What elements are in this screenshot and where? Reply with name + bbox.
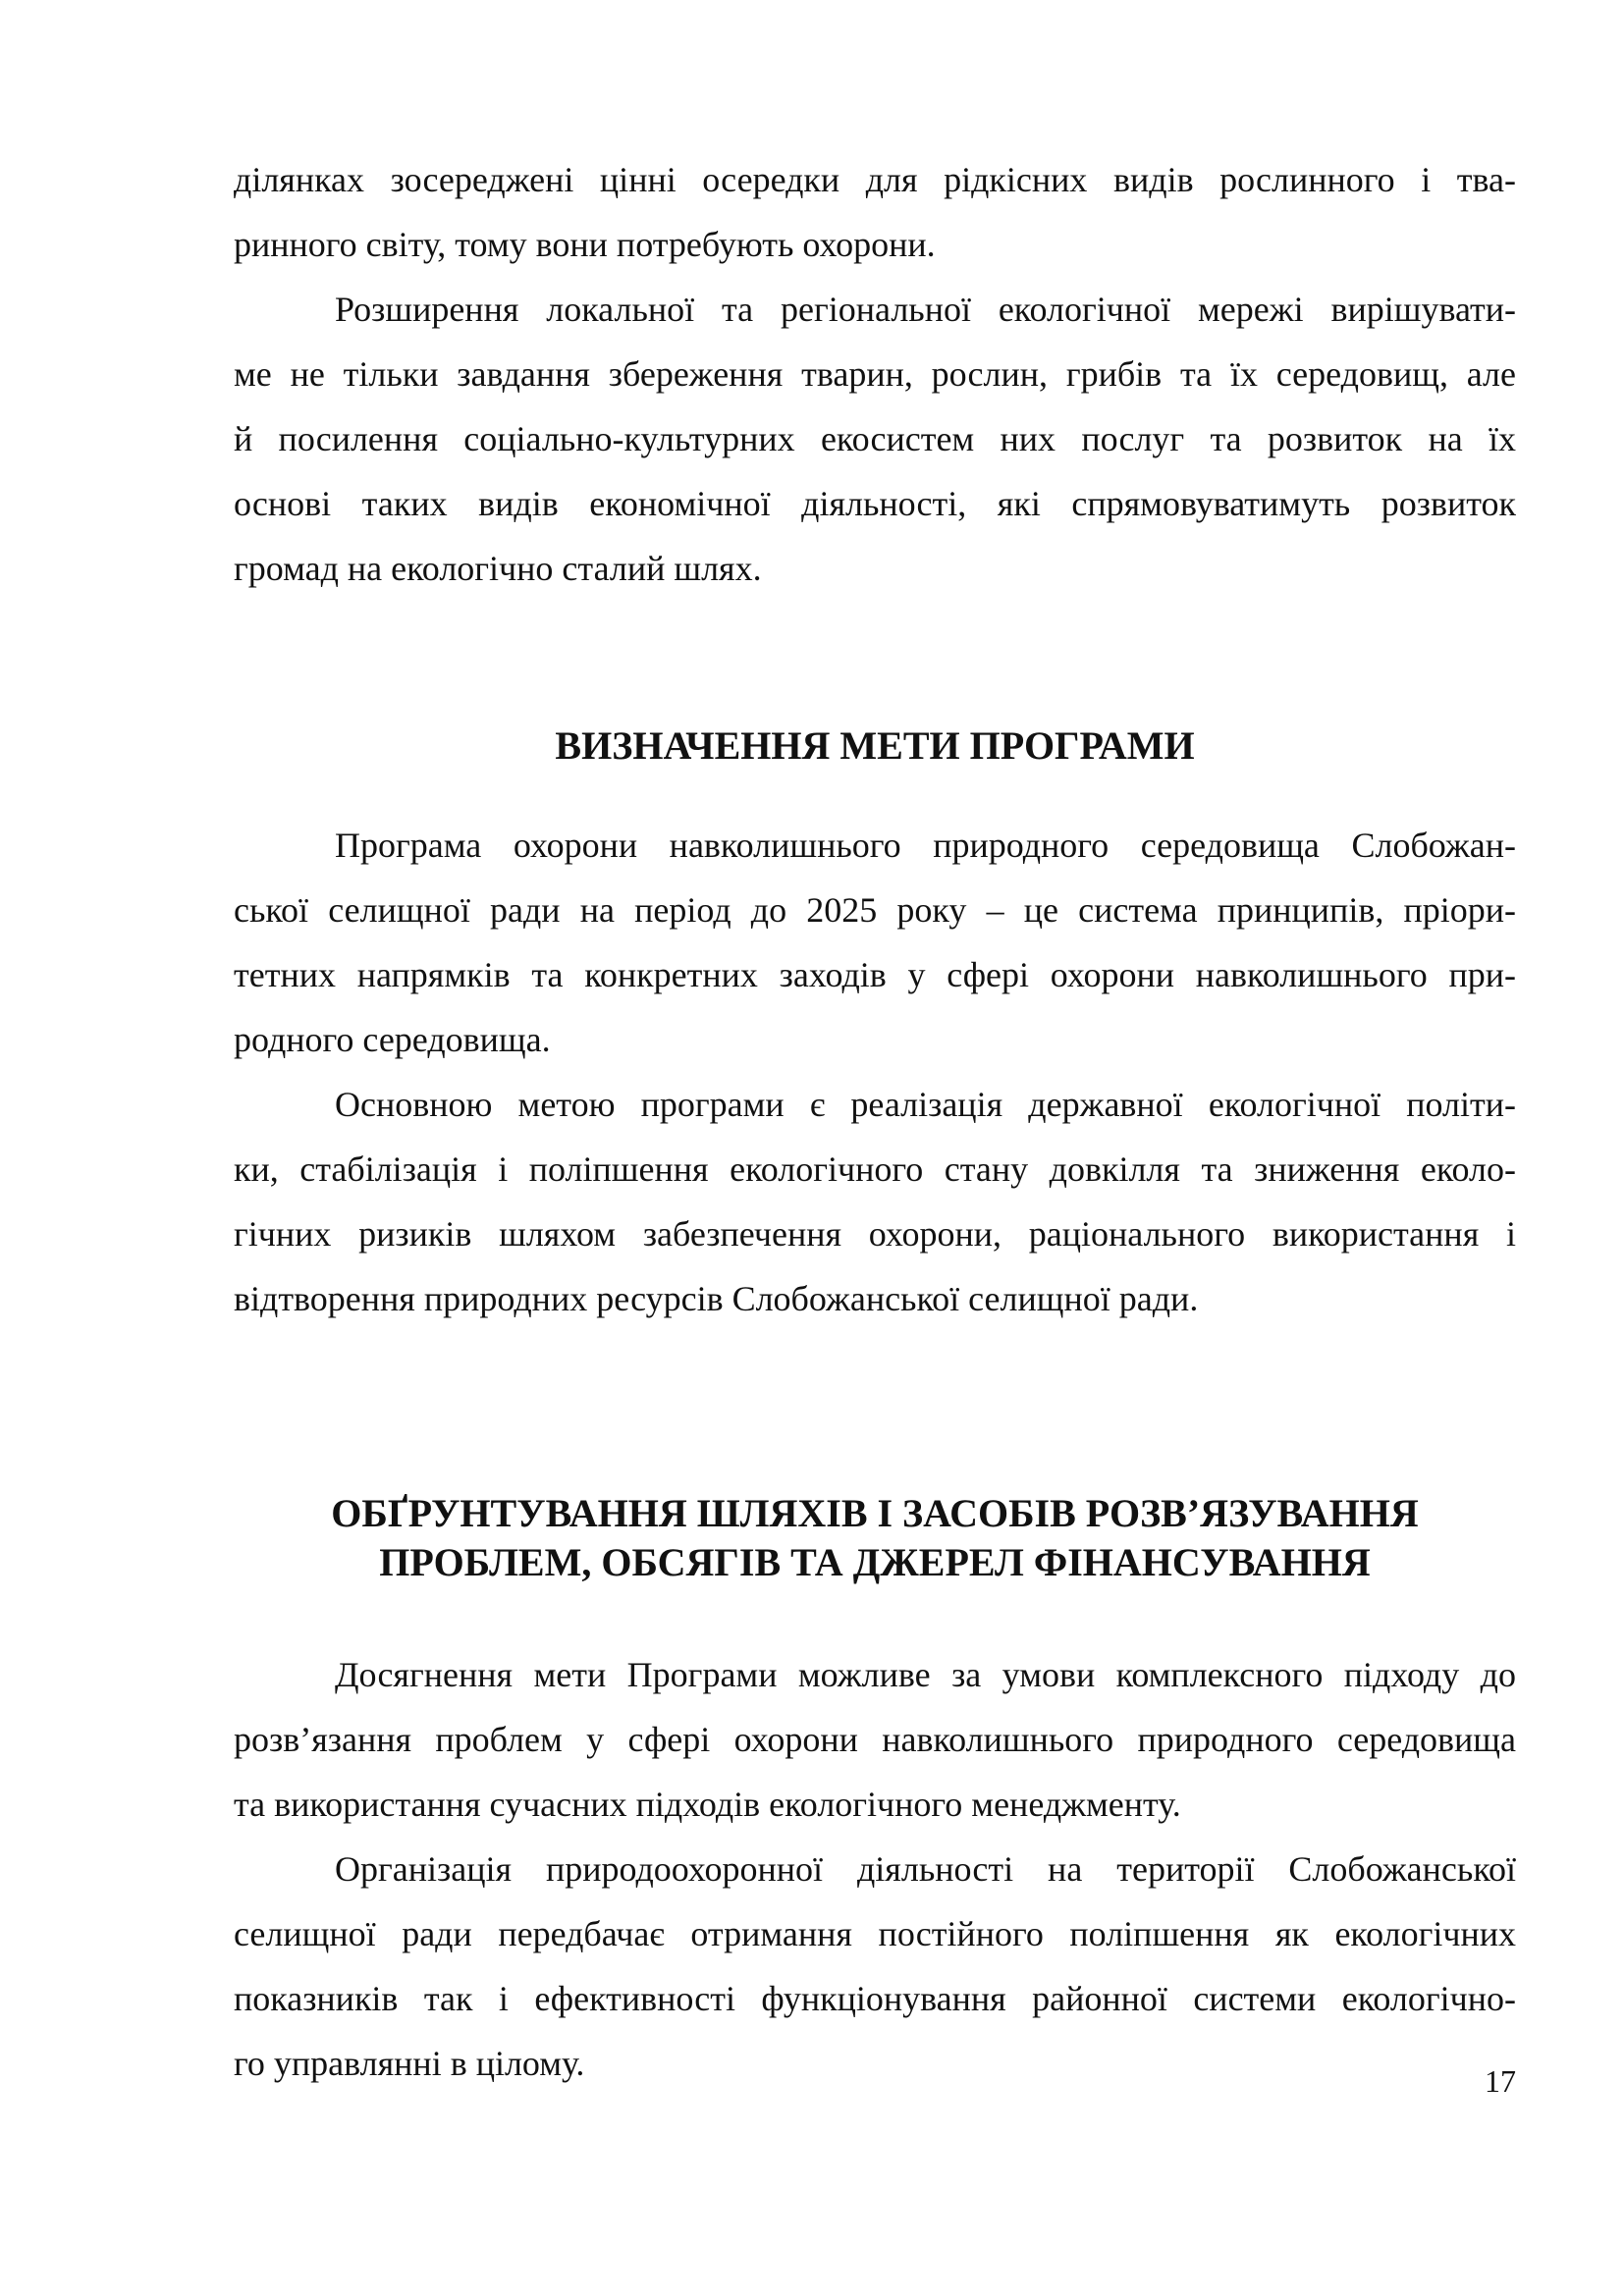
paragraph-line: Програма охорони навколишнього природного середовища Слобожан- (335, 826, 1516, 865)
paragraph (234, 1072, 1516, 1331)
paragraph-line: основі таких видів економічної діяльності, які спрямовуватимуть розвиток (234, 484, 1516, 523)
paragraph-line: го управлянні в цілому. (234, 2044, 585, 2083)
paragraph (234, 1642, 1516, 1837)
paragraph-line: ки, стабілізація і поліпшення екологічного стану довкілля та зниження еколо- (234, 1149, 1516, 1189)
paragraph-line: Розширення локальної та регіональної екологічної мережі вирішувати- (335, 290, 1516, 329)
paragraph-line: селищної ради передбачає отримання постійного поліпшення як екологічних (234, 1914, 1516, 1953)
paragraph-line: Основною метою програми є реалізація державної екологічної політи- (335, 1085, 1516, 1124)
paragraph-line: Досягнення мети Програми можливе за умови комплексного підходу до (335, 1655, 1516, 1694)
section-heading (234, 721, 1516, 771)
paragraph (234, 1837, 1516, 2096)
page-number: 17 (1485, 2063, 1516, 2099)
paragraph-continued (234, 147, 1516, 277)
paragraph (234, 813, 1516, 1072)
paragraph-line: ринного світу, тому вони потребують охорони. (234, 225, 936, 264)
paragraph-line: гічних ризиків шляхом забезпечення охорони, раціонального використання і (234, 1214, 1516, 1254)
paragraph-line: й посилення соціально-культурних екосистем них послуг та розвиток на їх (234, 419, 1516, 458)
paragraph (234, 277, 1516, 601)
paragraph-line: ме не тільки завдання збереження тварин, рослин, грибів та їх середовищ, але (234, 354, 1516, 394)
paragraph-line: ської селищної ради на період до 2025 року – це система принципів, пріори- (234, 890, 1516, 930)
paragraph-line: та використання сучасних підходів екологічного менеджменту. (234, 1785, 1181, 1824)
paragraph-line: громад на екологічно сталий шлях. (234, 549, 762, 588)
paragraph-line: ділянках зосереджені цінні осередки для рідкісних видів рослинного і тва- (234, 160, 1516, 199)
paragraph-line: родного середовища. (234, 1020, 551, 1059)
paragraph-line: Організація природоохоронної діяльності на території Слобожанської (335, 1849, 1516, 1889)
section-heading-line: ОБҐРУНТУВАННЯ ШЛЯХІВ І ЗАСОБІВ РОЗВ’ЯЗУВАННЯ (331, 1491, 1419, 1535)
section-heading-line: ВИЗНАЧЕННЯ МЕТИ ПРОГРАМИ (555, 723, 1195, 768)
section-heading (234, 1489, 1516, 1587)
paragraph-line: показників так і ефективності функціонування районної системи екологічно- (234, 1979, 1516, 2018)
paragraph-line: розв’язання проблем у сфері охорони навколишнього природного середовища (234, 1720, 1516, 1759)
paragraph-line: відтворення природних ресурсів Слобожанської селищної ради. (234, 1279, 1199, 1318)
paragraph-line: тетних напрямків та конкретних заходів у сфері охорони навколишнього при- (234, 955, 1516, 994)
section-heading-line: ПРОБЛЕМ, ОБСЯГІВ ТА ДЖЕРЕЛ ФІНАНСУВАННЯ (379, 1540, 1371, 1584)
